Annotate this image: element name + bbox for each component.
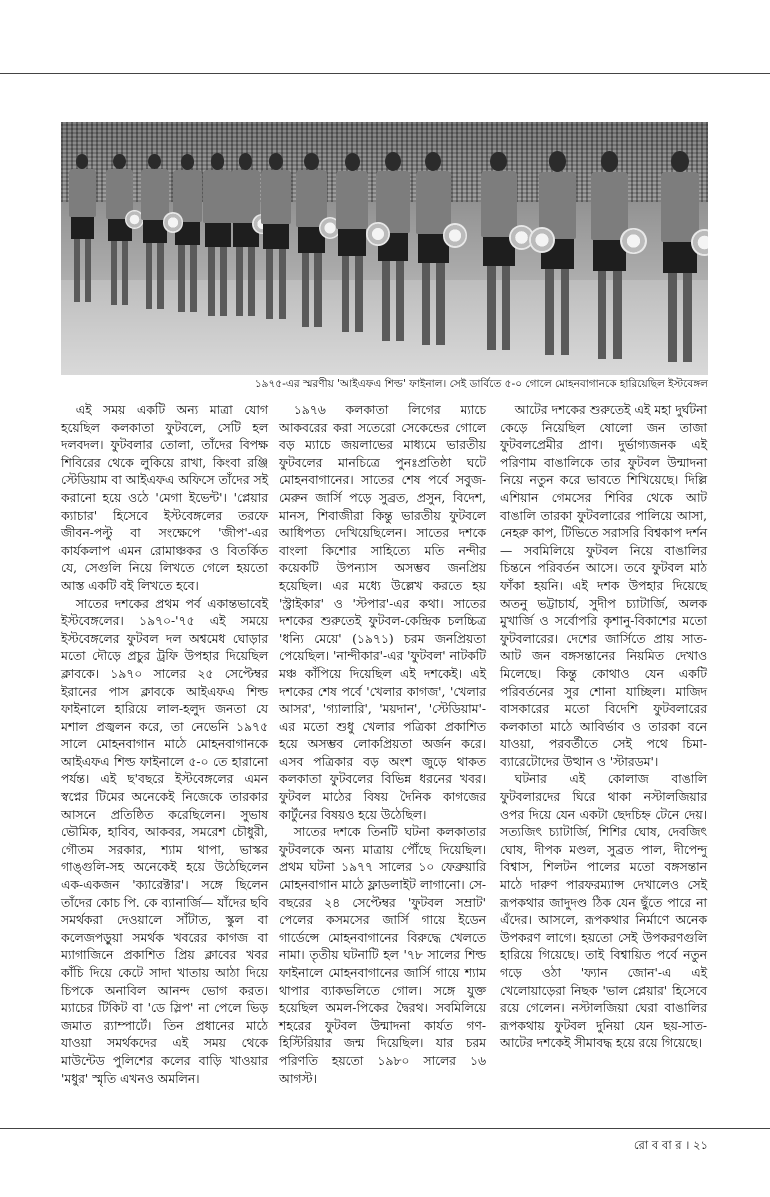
player-figure [69,154,96,310]
player-shorts [71,217,94,239]
player-head [671,151,689,172]
player-shirt [591,172,628,240]
player-leg [683,273,692,363]
player-leg [436,263,444,345]
flower-bouquet [443,223,467,247]
player-shirt [69,169,96,217]
player-leg [190,245,197,312]
page-footer: রো ব বা র । ২১ [633,1138,708,1152]
player-shorts [205,223,231,247]
player-shorts [338,229,367,256]
player-head [269,153,283,170]
player-shirt [336,171,368,230]
player-figure [173,154,202,322]
player-head [113,154,126,169]
player-leg [396,261,404,341]
player-leg [545,269,554,355]
player-shirt [416,171,451,234]
player-leg [74,239,80,301]
player-figure [296,153,327,337]
bottom-rule [0,1128,770,1129]
player-head [549,151,566,172]
player-figure [261,153,291,329]
player-figure [376,152,410,352]
player-head [181,154,194,170]
article-column-3 [500,402,707,1053]
player-leg [355,256,363,332]
player-shirt [661,172,699,241]
article-column-2 [279,402,486,1088]
player-figure [203,153,232,325]
player-leg [178,245,185,312]
player-figure [591,151,628,371]
flower-bouquet [529,227,555,253]
player-head [211,153,225,169]
player-figure [416,152,451,356]
player-figure [539,151,576,367]
player-head [345,153,360,171]
player-head [148,154,161,170]
player-leg [122,241,128,305]
player-leg [85,239,91,301]
player-leg [314,253,321,327]
player-leg [279,249,286,319]
player-figure [141,154,169,318]
player-figure [106,154,133,314]
paragraph: সাতের দশকের প্রথম পর্ব একান্তভাবেই ইস্টবেঙ্গলের। ১৯৭০-'৭৫ এই সময়ে ইস্টবেঙ্গলের ফুটবল দল অশ্বমেধ ঘোড়ার মতো দৌড়ে প্রচুর ট্রফি উপহার দিয়েছিল ক্লাবকে। ১৯৭০ সালের ২৫ সেপ্টেম্বর ইরানের পাস ক্লাবকে আইএফএ শিল্ড ফাইনালে হারিয়ে লাল-হলুদ জনতা যে মশাল প্রজ্বলন করে, তা নেভেনি ১৯৭৫ সালে মোহনবাগান মাঠে মোহনবাগানকে আইএফএ শিল্ড ফাইনালে ৫-০ তে হারানো পর্যন্ত। এই ছ'বছরে ইস্টবেঙ্গলের এমন স্বপ্নের টিমের অনেকেই নিজেকে তারকার আসনে প্রতিষ্ঠিত করেছিলেন। সুভাষ ভৌমিক, হাবিব, আকবর, সমরেশ চৌধুরী, গৌতম সরকার, শ্যাম থাপা, ভাস্কর গাঙ্গুলি-সহ অনেকেই হয়ে উঠেছিলেন এক-একজন 'ক্যারেক্টার'। সঙ্গে ছিলেন তাঁদের কোচ পি. কে ব্যানার্জি— যাঁদের ছবি সমর্থকরা দেওয়ালে সাঁটাত, স্কুল বা কলেজপড়ুয়া সমর্থক খবরের কাগজ বা ম্যাগাজিনে প্রকাশিত প্রিয় ক্লাবের খবর কাঁচি দিয়ে কেটে সাদা খাতায় আঠা দিয়ে চিপকে অনাবিল আনন্দ ভোগ করত। ম্যাচের টিকিট বা 'ডে স্লিপ' না পেলে ভিড় জমাত র‍্যাম্পার্টে। তিন প্রধানের মাঠে যাওয়া সমর্থকদের এই সময় থেকে মাউন্টেড পুলিশের কলের বাড়ি খাওয়ার 'মধুর' স্মৃতি এখনও অমলিন। [61,596,268,1086]
paragraph: ১৯৭৬ কলকাতা লিগের ম্যাচে আকবরের করা সতেরো সেকেন্ডের গোলে বড় ম্যাচে জয়লাভের মাধ্যমে ভারতীয় ফুটবলের মানচিত্রে পুনঃপ্রতিষ্ঠা ঘটে মোহনবাগানের। সাতের শেষ পর্বে সবুজ-মেরুন জার্সি পড়ে সুব্রত, প্রসুন, বিদেশ, মানস, শিবাজীরা কিন্তু ভারতীয় ফুটবলে আধিপত্য দেখিয়েছিলেন। সাতের দশকে বাংলা কিশোর সাহিত্যে মতি নন্দীর কয়েকটি উপন্যাস অসম্ভব জনপ্রিয় হয়েছিল। এর মধ্যে উল্লেখ করতে হয় 'স্ট্রাইকার' ও 'স্টপার'-এর কথা। সাতের দশকের শুরুতেই ফুটবল-কেন্দ্রিক চলচ্চিত্র 'ধন্যি মেয়ে' (১৯৭১) চরম জনপ্রিয়তা পেয়েছিল। 'নান্দীকার'-এর 'ফুটবল' নাটকটি মঞ্চ কাঁপিয়ে দিয়েছিল এই দশকেই। এই দশকের শেষ পর্বে 'খেলার কাগজ', 'খেলার আসর', 'গ্যালারি', 'ময়দান', 'স্টেডিয়াম'-এর মতো শুধু খেলার পত্রিকা প্রকাশিত হয়ে অসম্ভব লোকপ্রিয়তা অর্জন করে। এসব পত্রিকার বড় অংশ জুড়ে থাকত কলকাতা ফুটবলের বিভিন্ন ধরনের খবর। ফুটবল মাঠের বিষয় দৈনিক কাগজের কার্টুনের বিষয়ও হয়ে উঠেছিল। [279,403,486,822]
paragraph: সাতের দশকে তিনটি ঘটনা কলকাতার ফুটবলকে অন্য মাত্রায় পৌঁছে দিয়েছিল। প্রথম ঘটনা ১৯৭৭ সালের ১০ ফেব্রুয়ারি মোহনবাগান মাঠে ফ্লাডলাইট লাগানো। সে-বছরের ২৪ সেপ্টেম্বর 'ফুটবল সম্রাট' পেলের কসমসের জার্সি গায়ে ইডেন গার্ডেন্সে মোহনবাগানের বিরুদ্ধে খেলতে নামা। তৃতীয় ঘটনাটি হল '৭৮ সালের শিল্ড ফাইনালে মোহনবাগানের জার্সি গায়ে শ্যাম থাপার ব্যাকভলিতে গোল। সঙ্গে যুক্ত হয়েছিল অমল-পিকের দ্বৈরথ। সবমিলিয়ে শহরের ফুটবল উন্মাদনা কার্যত গণ-হিস্টিরিয়ার জন্ম দিয়েছিল। যার চরম পরিণতি হয়তো ১৯৮০ সালের ১৬ আগস্ট। [279,825,486,1086]
top-rule [0,73,770,74]
player-shirt [203,170,232,223]
team-photo [61,122,708,375]
player-head [76,154,88,169]
player-shirt [261,170,291,225]
player-leg [668,273,677,363]
player-shirt [141,169,169,220]
player-leg [220,247,227,316]
flower-bouquet [620,228,646,254]
player-leg [613,271,622,359]
player-leg [561,269,570,355]
player-leg [487,266,495,350]
player-leg [111,241,117,305]
player-leg [598,271,607,359]
player-head [425,152,441,171]
flower-bouquet [163,212,183,232]
player-leg [157,243,164,309]
player-leg [248,247,255,316]
player-leg [266,249,273,319]
player-leg [342,256,350,332]
player-leg [502,266,510,350]
player-figure [661,151,699,375]
player-figure [231,153,260,325]
player-shirt [481,171,517,236]
player-leg [382,261,390,341]
player-head [601,151,619,172]
player-head [304,153,319,170]
player-leg [302,253,309,327]
player-head [385,152,401,171]
player-leg [208,247,215,316]
player-figure [481,152,517,362]
player-head [490,152,507,172]
player-leg [146,243,153,309]
paragraph: ঘটনার এই কোলাজ বাঙালি ফুটবলারদের ঘিরে থাকা নস্টালজিয়ার ওপর দিয়ে যেন একটা ছেদচিহ্ন টেনে দেয়। সত্যজিৎ চ্যাটার্জি, শিশির ঘোষ, দেবজিৎ ঘোষ, দীপক মণ্ডল, সুব্রত পাল, দীপেন্দু বিশ্বাস, শিলটন পালের মতো বঙ্গসন্তান মাঠে দারুণ পারফরম্যান্স দেখালেও সেই রূপকথার জাদুদণ্ড ঠিক যেন ছুঁতে পারে না এঁদের। আসলে, রূপকথার নির্মাণে অনেক উপকরণ লাগে। হয়তো সেই উপকরণগুলি হারিয়ে গিয়েছে। তাই বিশ্বায়িত পর্বে নতুন গড়ে ওঠা 'ফ্যান জোন'-এ এই খেলোয়াড়েরা নিছক 'ভাল প্লেয়ার' হিসেবে রয়ে গেলেন। নস্টালজিয়া ঘেরা বাঙালির রূপকথায় ফুটবল দুনিয়া যেন ছয়-সাত-আটের দশকেই সীমাবদ্ধ হয়ে রয়ে গিয়েছে। [500,772,707,1051]
player-leg [236,247,243,316]
flower-bouquet [366,222,390,246]
player-shorts [263,224,289,249]
photo-caption: ১৯৭৫-এর স্মরণীয় 'আইএফএ শিল্ড' ফাইনাল। সেই ডার্বিতে ৫-০ গোলে মোহনবাগানকে হারিয়েছিল ইস্টবেঙ্গল [254,378,708,390]
paragraph: আটের দশকের শুরুতেই এই মহা দুর্ঘটনা কেড়ে নিয়েছিল ষোলো জন তাজা ফুটবলপ্রেমীর প্রাণ। দুর্ভাগ্যজনক এই পরিণাম বাঙালিকে তার ফুটবল উন্মাদনা নিয়ে নতুন করে ভাবতে শিখিয়েছে। দিল্লি এশিয়ান গেমসের শিবির থেকে আট বাঙালি তারকা ফুটবলারের পালিয়ে আসা, নেহরু কাপ, টিভিতে সরাসরি বিশ্বকাপ দর্শন— সবমিলিয়ে ফুটবল নিয়ে বাঙালির চিন্তনে পরিবর্তন আসে। তবে ফুটবল মাঠ ফাঁকা হয়নি। এই দশক উপহার দিয়েছে অতনু ভট্টাচার্য, সুদীপ চ্যাটার্জি, অলক মুখার্জি ও সর্বোপরি কৃশানু-বিকাশের মতো ফুটবলারের। দেশের জার্সিতে প্রায় সাত-আট জন বঙ্গসন্তানের নিয়মিত দেখাও মিলেছে। কিন্তু কোথাও যেন একটি পরিবর্তনের সুর শোনা যাচ্ছিল। মাজিদ বাসকারের মতো বিদেশি ফুটবলারের কলকাতা মাঠে আবির্ভাব ও তারকা বনে যাওয়া, পরবর্তীতে সেই পথে চিমা-ব্যারেটোদের উত্থান ও 'স্টারডম'। [500,403,707,769]
player-figure [336,153,368,343]
player-head [239,153,253,169]
article-column-1 [61,402,268,1088]
paragraph: এই সময় একটি অন্য মাত্রা যোগ হয়েছিল কলকাতা ফুটবলে, সেটি হল দলবদল। ফুটবলার তোলা, তাঁদের বিপক্ষ শিবিরের থেকে লুকিয়ে রাখা, কিংবা রঞ্জি স্টেডিয়াম বা আইএফএ অফিসে তাঁদের সই করানো হয়ে ওঠে 'মেগা ইভেন্ট'। 'প্লেয়ার ক্যাচার' হিসেবে ইস্টবেঙ্গলের তরফে জীবন-পল্টু বা সংক্ষেপে 'জীপ'-এর কার্যকলাপ এমন রোমাঞ্চকর ও বিতর্কিত যে, সেগুলি নিয়ে লিখতে গেলে হয়তো আস্ত একটি বই লিখতে হবে। [61,403,268,593]
player-leg [422,263,430,345]
